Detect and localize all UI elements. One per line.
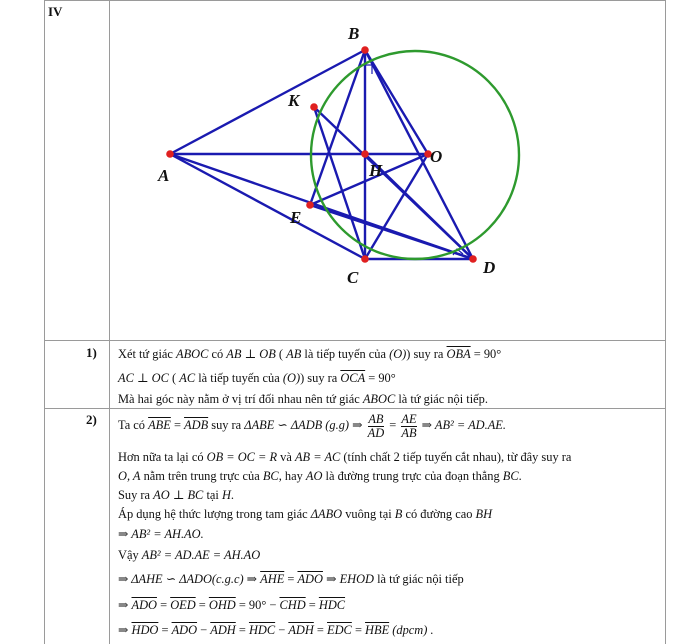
fraction-ab-ad: $\frac{AB}{AD}$ <box>367 411 385 440</box>
segment-AB <box>170 50 365 154</box>
part2-line3: O, A nằm trên trung trực của BC, hay AO là đường trung trực của đoạn thẳng BC. <box>118 469 522 483</box>
segment-BO <box>365 50 428 154</box>
label-C: C <box>347 268 359 287</box>
fraction-ae-ab: $\frac{AE}{AB}$ <box>401 411 417 440</box>
point-H <box>361 150 369 158</box>
part2-line8: ⇒ ΔAHE ∽ ΔADO(c.g.c) ⇒ $\overline{AHE} = \overline{ADO}$ ⇒ EHOD là tứ giác nội tiếp <box>118 572 464 586</box>
point-A <box>166 150 174 158</box>
part1-number: 1) <box>86 345 97 360</box>
label-E: E <box>290 208 302 227</box>
table-column-divider <box>109 0 110 644</box>
part2-number: 2) <box>86 412 97 427</box>
point-K <box>310 103 318 111</box>
row-divider-figure <box>44 340 666 341</box>
part2-line5: Áp dụng hệ thức lượng trong tam giác ΔABO vuông tại B có đường cao BH <box>118 507 493 521</box>
label-A: A <box>158 166 170 185</box>
part2-line7: Vậy AB² = AD.AE = AH.AO <box>118 548 261 562</box>
label-B: B <box>348 25 360 43</box>
part1-line1: Xét tứ giác ABOC có AB ⊥ OB ( AB là tiếp tuyến của (O)) suy ra $\overline{OBA} = 90^\circ$ <box>118 347 502 361</box>
segment-BE <box>310 50 365 205</box>
part1-line3: Mà hai góc này nằm ở vị trí đối nhau nên tứ giác ABOC là tứ giác nội tiếp. <box>118 392 488 406</box>
label-O: O <box>430 147 443 166</box>
row-divider-part1 <box>44 408 666 409</box>
part2-line10: ⇒ $\overline{HDO} = \overline{ADO} - \overline{ADH} = \overline{HDC} - \overline{ADH} = \overline{EDC} = \overline{HBE}$ (dpcm) . <box>118 623 434 637</box>
table-right-border <box>665 0 666 644</box>
point-B <box>361 46 369 54</box>
section-label: IV <box>48 4 63 19</box>
label-D: D <box>483 258 496 277</box>
table-top-border <box>44 0 666 1</box>
label-K: K <box>288 91 300 110</box>
part1-line2: AC ⊥ OC ( AC là tiếp tuyến của (O)) suy ra $\overline{OCA} = 90^\circ$ <box>118 371 396 385</box>
point-C <box>361 255 369 263</box>
point-E <box>306 201 314 209</box>
point-D <box>469 255 477 263</box>
part2-line2: Hơn nữa ta lại có OB = OC = R và AB = AC (tính chất 2 tiếp tuyến cắt nhau), từ đây suy ra <box>118 450 572 464</box>
part2-line9: ⇒ $\overline{ADO} = \overline{OED} = \overline{OHD} = 90^\circ - \overline{CHD} = \overline{HDC}$ <box>118 598 346 612</box>
table-left-border <box>44 0 45 644</box>
label-H: H <box>369 161 383 180</box>
part2-line6: ⇒ AB² = AH.AO. <box>118 527 204 541</box>
geometry-figure <box>150 25 550 325</box>
part2-line4: Suy ra AO ⊥ BC tại H. <box>118 488 234 502</box>
part2-line1: Ta có $\overline{ABE} = \overline{ADB}$ suy ra ΔABE ∽ ΔADB (g.g) ⇒ $\frac{AB}{AD}$ = $\frac{AE}{AB}$ ⇒ AB² = AD.AE. <box>118 411 506 440</box>
